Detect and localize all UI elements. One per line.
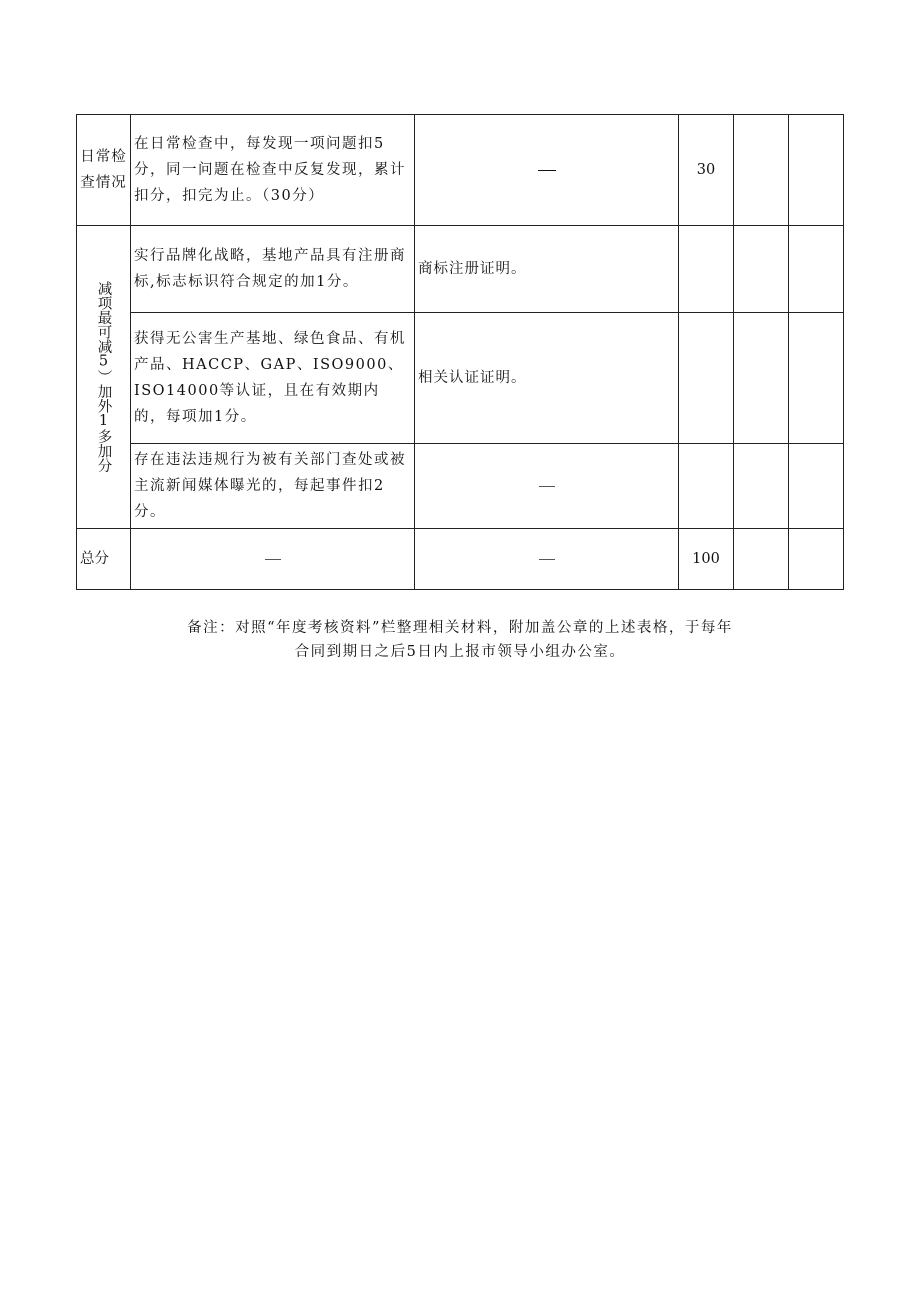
table-row-bonus-3: [77, 444, 844, 529]
empty-cell: [789, 115, 844, 226]
dash-mark: [265, 559, 281, 560]
dash-mark: [539, 486, 555, 487]
daily-check-description: 在日常检查中，每发现一项问题扣5分，同一问题在检查中反复发现，累计扣分，扣完为止。（30分）: [131, 115, 415, 226]
table-row-total: [77, 529, 844, 590]
bonus-section-label-text: 减项最可减5）加外1多加分: [95, 281, 112, 473]
footnote-line-2: 合同到期日之后5日内上报市领导小组办公室。: [294, 644, 626, 660]
empty-cell: [679, 444, 734, 529]
bonus-item-material: 相关认证证明。: [415, 313, 679, 444]
bonus-item-material: [415, 444, 679, 529]
bonus-item-description: 存在违法违规行为被有关部门查处或被主流新闻媒体曝光的，每起事件扣2分。: [131, 444, 415, 529]
empty-cell: [734, 313, 789, 444]
dash-mark: [539, 559, 555, 560]
assessment-table: [76, 114, 844, 590]
empty-cell: [734, 115, 789, 226]
empty-cell: [789, 313, 844, 444]
bonus-section-label: [77, 226, 131, 529]
daily-check-score: 30: [679, 115, 734, 226]
empty-cell: [789, 444, 844, 529]
bonus-item-description: 获得无公害生产基地、绿色食品、有机产品、HACCP、GAP、ISO9000、ISO14000等认证，且在有效期内的，每项加1分。: [131, 313, 415, 444]
empty-cell: [679, 313, 734, 444]
empty-cell: [734, 226, 789, 313]
footnote: [0, 616, 920, 664]
empty-cell: [679, 226, 734, 313]
total-material: [415, 529, 679, 590]
empty-cell: [789, 529, 844, 590]
total-label: 总分: [77, 529, 131, 590]
table-row-daily-check: [77, 115, 844, 226]
footnote-line-1: 备注：对照“年度考核资料”栏整理相关材料，附加盖公章的上述表格，于每年: [187, 620, 733, 636]
empty-cell: [734, 529, 789, 590]
table-row-bonus-1: [77, 226, 844, 313]
daily-check-material: [415, 115, 679, 226]
empty-cell: [789, 226, 844, 313]
bonus-item-description: 实行品牌化战略，基地产品具有注册商标,标志标识符合规定的加1分。: [131, 226, 415, 313]
daily-check-label: 日常检查情况: [77, 115, 131, 226]
total-description: [131, 529, 415, 590]
total-score: 100: [679, 529, 734, 590]
dash-mark: [538, 170, 556, 171]
empty-cell: [734, 444, 789, 529]
table-row-bonus-2: [77, 313, 844, 444]
bonus-item-material: 商标注册证明。: [415, 226, 679, 313]
